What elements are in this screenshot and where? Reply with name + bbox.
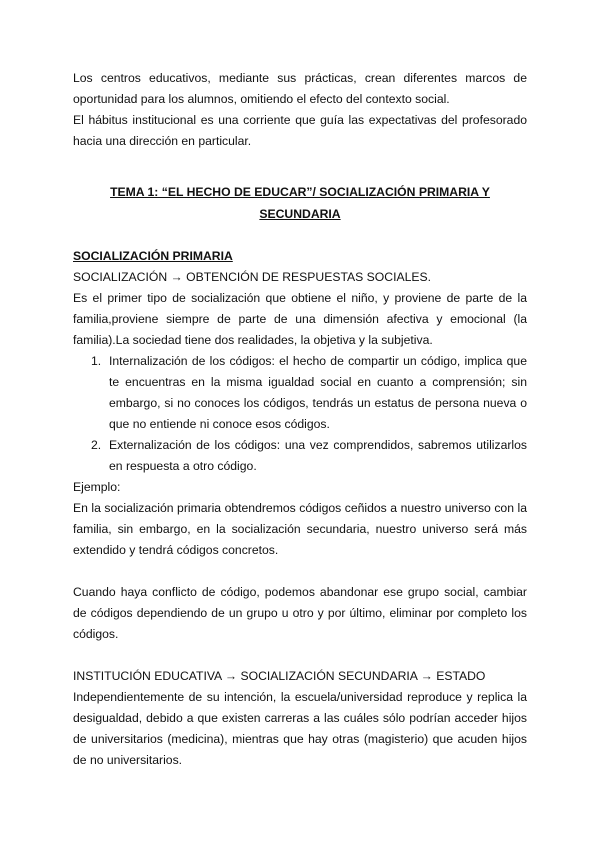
document-title-line-2: SECUNDARIA	[259, 207, 341, 221]
document-title-line-1: TEMA 1: “EL HECHO DE EDUCAR”/ SOCIALIZACIÓN PRIMARIA Y	[110, 185, 490, 199]
example-paragraph: En la socialización primaria obtendremos códigos ceñidos a nuestro universo con la familia, sin embargo, en la socialización secundaria, nuestro universo será más extendido y tendrá códigos concretos.	[73, 501, 527, 557]
list-item-number: 2.	[91, 438, 102, 452]
list-item-text: Internalización de los códigos: el hecho de compartir un código, implica que te encuentras en la misma igualdad social en cuanto a comprensión; sin embargo, si no conoces los códigos, tendrás un estatus de persona nueva o que no entiende ni conoce esos códigos.	[109, 354, 527, 431]
list-item-text: Externalización de los códigos: una vez comprendidos, sabremos utilizarlos en respuesta a otro código.	[109, 438, 527, 473]
section-heading-primary: SOCIALIZACIÓN PRIMARIA	[73, 249, 233, 263]
conflict-paragraph: Cuando haya conflicto de código, podemos abandonar ese grupo social, cambiar de códigos dependiendo de un grupo u otro y por último, eliminar por completo los códigos.	[73, 585, 527, 641]
intro-paragraph-2: El hábitus institucional es una corriente que guía las expectativas del profesorado hacia una dirección en particular.	[73, 113, 527, 148]
list-item-number: 1.	[91, 354, 102, 368]
spacer	[73, 645, 527, 666]
example-label: Ejemplo:	[73, 480, 121, 494]
secondary-paragraph-1: Independientemente de su intención, la escuela/universidad reproduce y replica la desigualdad, debido a que existen carreras a las cuáles sólo podrían acceder hijos de universitarios (medicina), mientras que hay otras (magisterio) que acuden hijos de no universitarios.	[73, 690, 527, 767]
primary-paragraph-1: Es el primer tipo de socialización que obtiene el niño, y proviene de parte de la familia,proviene siempre de parte de una dimensión afectiva y emocional (la familia).La sociedad tiene dos realidades, la objetiva y la subjetiva.	[73, 291, 527, 347]
spacer	[73, 561, 527, 582]
intro-paragraph-1: Los centros educativos, mediante sus prácticas, crean diferentes marcos de oportunidad para los alumnos, omitiendo el efecto del contexto social.	[73, 71, 527, 106]
list-item	[73, 351, 527, 435]
primary-subheading: SOCIALIZACIÓN → OBTENCIÓN DE RESPUESTAS SOCIALES.	[73, 270, 432, 284]
spacer	[73, 152, 527, 173]
list-item	[73, 435, 527, 477]
codes-list	[73, 351, 527, 477]
spacer	[73, 225, 527, 246]
document-body	[73, 68, 527, 771]
spacer	[73, 173, 527, 181]
secondary-subheading: INSTITUCIÓN EDUCATIVA → SOCIALIZACIÓN SECUNDARIA → ESTADO	[73, 669, 486, 683]
